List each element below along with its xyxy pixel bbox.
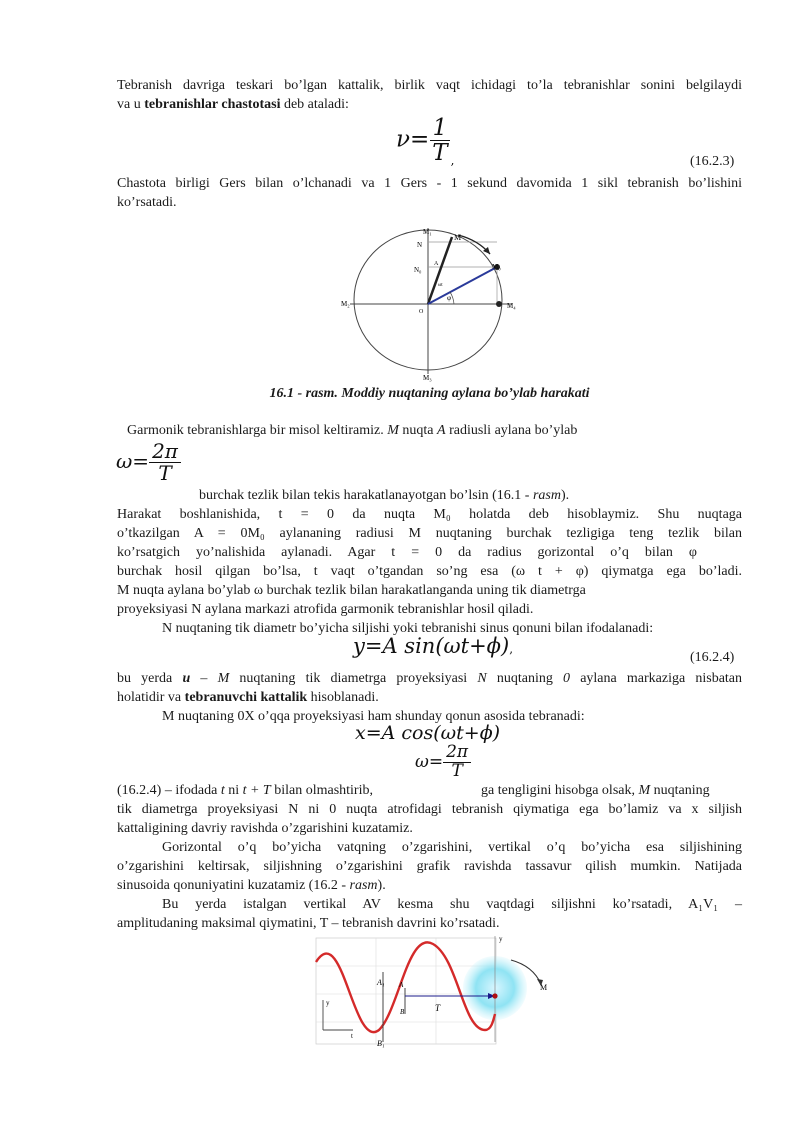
equation-number: (16.2.3): [690, 154, 735, 169]
paragraph-line: Gorizontal o’q bo’yicha vatqning o’zgarishini, vertikal o’q bo’yicha esa siljishining: [162, 840, 742, 855]
label-m: M: [454, 233, 462, 242]
equation-frequency: ν= $\frac{1}{T}$ $_,$: [396, 115, 455, 168]
paragraph-line: Chastota birligi Gers bilan o’lchanadi va 1 Gers - 1 sekund davomida 1 sikl tebranish bo’lishini: [117, 176, 742, 191]
label-m1: M₁: [423, 228, 432, 236]
paragraph-line: Garmonik tebranishlarga bir misol keltiramiz. M nuqta A radiusli aylana bo’ylab: [127, 423, 578, 438]
paragraph-line: proyeksiyasi N aylana markazi atrofida garmonik tebranishlar hosil qiladi.: [117, 602, 534, 617]
label-m0: M₀: [492, 263, 501, 271]
equation-angular-velocity-2: ω= $\frac{2\pi}{T}$: [415, 744, 471, 781]
equation-angular-velocity: ω= $\frac{2\pi}{T}$: [116, 441, 181, 484]
paragraph-line: ko’rsatgich yo’nalishida aylanadi. Agar t = 0 da radius gorizontal o’q bilan φ: [117, 545, 697, 560]
label-m2: M₂: [341, 300, 350, 308]
paragraph-line: burchak hosil qilgan bo’lsa, t vaqt o’tgandan so’ng esa (ω t + φ) qiymatga ega bo’ladi.: [117, 564, 742, 579]
paragraph-line: Harakat boshlanishida, t = 0 da nuqta M₀ holatda deb hisoblaymiz. Shu nuqtaga: [117, 507, 742, 522]
label-phi: φ: [447, 294, 452, 302]
circle-motion-figure: [326, 222, 536, 384]
paragraph-line: bu yerda u – M nuqtaning tik diametrga proyeksiyasi N nuqtaning 0 aylana markaziga nisbatan: [117, 671, 743, 686]
paragraph-line: M nuqta aylana bo’ylab ω burchak tezlik bilan harakatlanganda uning tik diametrga: [117, 583, 586, 598]
paragraph-line: N nuqtaning tik diametr bo’yicha siljishi yoki tebranishi sinus qonuni bilan ifodalanadi:: [162, 621, 654, 636]
paragraph-line: Tebranish davriga teskari bo’lgan kattalik, birlik vaqt ichidagi to’la tebranishlar sonini belgilaydi: [117, 78, 742, 93]
point-m4: [496, 301, 502, 307]
paragraph-line: kattaligining davriy ravishda o’zgarishini kuzatamiz.: [117, 821, 413, 836]
term-frequency: tebranishlar chastotasi: [144, 97, 281, 112]
equation-number: (16.2.4): [690, 650, 735, 665]
equation-sine-law: y=A sin(ωt+ϕ),: [353, 634, 514, 658]
label-a: A: [434, 261, 439, 267]
label-o: O: [419, 309, 424, 315]
label-period: T: [435, 1003, 441, 1013]
point-m: [492, 993, 497, 998]
label-m: M: [540, 983, 548, 992]
paragraph-line: burchak tezlik bilan tekis harakatlanayotgan bo’lsin (16.1 - rasm).: [199, 488, 570, 503]
label-wt: ωt: [438, 283, 443, 288]
paragraph-line: ko’rsatadi.: [117, 195, 177, 210]
label-n: N: [417, 241, 423, 249]
label-n0: N₀: [414, 266, 422, 274]
equation-cosine-law: x=A cos(ωt+ϕ): [355, 722, 501, 744]
sinusoid-figure: [313, 930, 563, 1048]
paragraph-line: Bu yerda istalgan vertikal AV kesma shu vaqtdagi siljishni ko’rsatadi, A₁V₁ –: [162, 897, 742, 912]
label-t-axis: t: [351, 1032, 353, 1040]
figure-caption: 16.1 - rasm. Moddiy nuqtaning aylana bo’ylab harakati: [269, 386, 590, 401]
paragraph-line: M nuqtaning 0X o’qqa proyeksiyasi ham shunday qonun asosida tebranadi:: [162, 709, 585, 724]
paragraph-line: tik diametrga proyeksiyasi N ni 0 nuqta atrofidagi tebranish qiymatiga ega bo’lamiz va x siljish: [117, 802, 742, 817]
paragraph-line: holatidir va tebranuvchi kattalik hisoblanadi.: [117, 690, 379, 705]
term-oscillating-quantity: tebranuvchi kattalik: [184, 690, 308, 705]
paragraph-line: amplitudaning maksimal qiymatini, T – tebranish davrini ko’rsatadi.: [117, 916, 500, 931]
paragraph-line: sinusoida qonuniyatini kuzatamiz (16.2 - rasm).: [117, 878, 386, 893]
label-b1: B₁: [377, 1039, 385, 1048]
paragraph-line: va u tebranishlar chastotasi deb ataladi:: [117, 97, 349, 112]
label-m4: M₄: [507, 302, 516, 310]
paragraph-line: o’tkazilgan A = 0M₀ aylananing radiusi M nuqtaning burchak tezligiga teng tezlik bilan: [117, 526, 742, 541]
label-y: y: [499, 935, 503, 943]
paragraph-line: (16.2.4) – ifodada t ni t + T bilan olmashtirib,: [117, 783, 373, 798]
label-m3: M₃: [423, 374, 432, 382]
label-a1: A₁: [377, 978, 385, 987]
paragraph-line: ga tengligini hisobga olsak, M nuqtaning: [481, 783, 710, 798]
label-b: B: [400, 1008, 405, 1016]
label-y-small: y: [326, 999, 330, 1007]
label-a: A: [399, 981, 404, 989]
paragraph-line: o’zgarishini keltirsak, siljishning o’zgarishini grafik ravishda tassavur qilish mumkin. Natijada: [117, 859, 742, 874]
